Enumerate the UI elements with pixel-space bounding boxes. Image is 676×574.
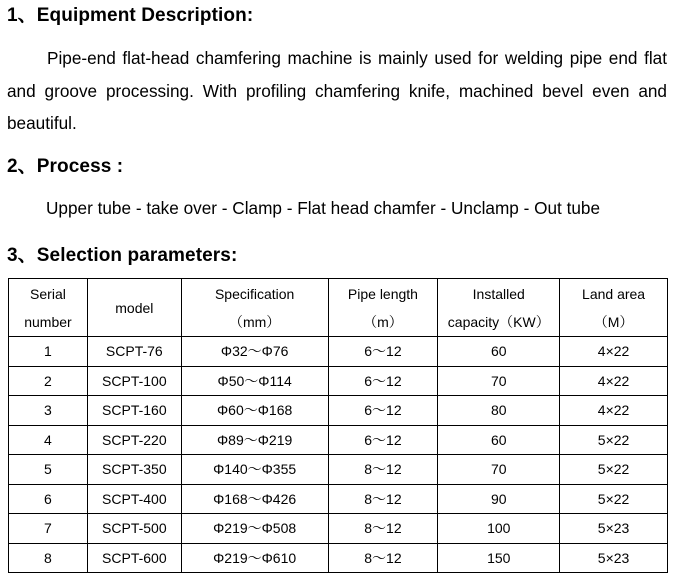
cell-land-area: 4×22: [560, 337, 668, 367]
cell-specification: Φ32～Φ76: [181, 337, 328, 367]
section-heading-process: 2、Process :: [7, 156, 124, 177]
cell-serial: 4: [9, 425, 88, 455]
cell-pipe-length: 6～12: [328, 396, 438, 426]
table-row: [9, 337, 668, 367]
cell-specification: Φ168～Φ426: [181, 484, 328, 514]
cell-serial: 1: [9, 337, 88, 367]
header-specification: Specification （mm）: [181, 279, 328, 337]
cell-pipe-length: 6～12: [328, 337, 438, 367]
cell-land-area: 4×22: [560, 396, 668, 426]
header-model: model: [87, 279, 181, 337]
cell-land-area: 5×22: [560, 425, 668, 455]
cell-model: SCPT-160: [87, 396, 181, 426]
header-land-area: Land area （M）: [560, 279, 668, 337]
cell-model: SCPT-600: [87, 543, 181, 573]
table-row: [9, 455, 668, 485]
cell-model: SCPT-100: [87, 366, 181, 396]
cell-model: SCPT-220: [87, 425, 181, 455]
cell-pipe-length: 6～12: [328, 366, 438, 396]
table-row: [9, 514, 668, 544]
header-pipe-length: Pipe length （m）: [328, 279, 438, 337]
cell-pipe-length: 8～12: [328, 543, 438, 573]
cell-serial: 7: [9, 514, 88, 544]
table-row: [9, 543, 668, 573]
cell-specification: Φ140～Φ355: [181, 455, 328, 485]
cell-pipe-length: 8～12: [328, 484, 438, 514]
cell-pipe-length: 8～12: [328, 455, 438, 485]
cell-installed-capacity: 150: [438, 543, 560, 573]
table-row: [9, 366, 668, 396]
selection-parameters-table: [8, 278, 668, 573]
cell-pipe-length: 6～12: [328, 425, 438, 455]
cell-serial: 3: [9, 396, 88, 426]
cell-serial: 6: [9, 484, 88, 514]
table-row: [9, 484, 668, 514]
cell-model: SCPT-400: [87, 484, 181, 514]
header-serial-number: Serial number: [9, 279, 88, 337]
cell-serial: 8: [9, 543, 88, 573]
cell-land-area: 5×22: [560, 455, 668, 485]
cell-specification: Φ60～Φ168: [181, 396, 328, 426]
cell-installed-capacity: 70: [438, 455, 560, 485]
cell-land-area: 4×22: [560, 366, 668, 396]
cell-land-area: 5×22: [560, 484, 668, 514]
cell-specification: Φ219～Φ610: [181, 543, 328, 573]
cell-installed-capacity: 70: [438, 366, 560, 396]
table-row: [9, 425, 668, 455]
section-heading-selection-parameters: 3、Selection parameters:: [7, 245, 238, 266]
section-heading-equipment-description: 1、Equipment Description:: [7, 5, 254, 26]
process-steps-paragraph: Upper tube - take over - Clamp - Flat head chamfer - Unclamp - Out tube: [46, 198, 601, 218]
cell-specification: Φ89～Φ219: [181, 425, 328, 455]
table-row: [9, 396, 668, 426]
cell-model: SCPT-500: [87, 514, 181, 544]
equipment-description-paragraph: Pipe-end flat-head chamfering machine is mainly used for welding pipe end flat and groove processing. With profiling chamfering knife, machined bevel even and beautiful.: [7, 48, 667, 133]
cell-specification: Φ219～Φ508: [181, 514, 328, 544]
cell-installed-capacity: 100: [438, 514, 560, 544]
cell-installed-capacity: 60: [438, 425, 560, 455]
cell-land-area: 5×23: [560, 514, 668, 544]
cell-installed-capacity: 90: [438, 484, 560, 514]
header-installed-capacity: Installed capacity（KW）: [438, 279, 560, 337]
cell-model: SCPT-76: [87, 337, 181, 367]
cell-installed-capacity: 80: [438, 396, 560, 426]
cell-serial: 2: [9, 366, 88, 396]
cell-serial: 5: [9, 455, 88, 485]
cell-model: SCPT-350: [87, 455, 181, 485]
cell-pipe-length: 8～12: [328, 514, 438, 544]
table-header-row: [9, 279, 668, 337]
cell-land-area: 5×23: [560, 543, 668, 573]
cell-installed-capacity: 60: [438, 337, 560, 367]
cell-specification: Φ50～Φ114: [181, 366, 328, 396]
